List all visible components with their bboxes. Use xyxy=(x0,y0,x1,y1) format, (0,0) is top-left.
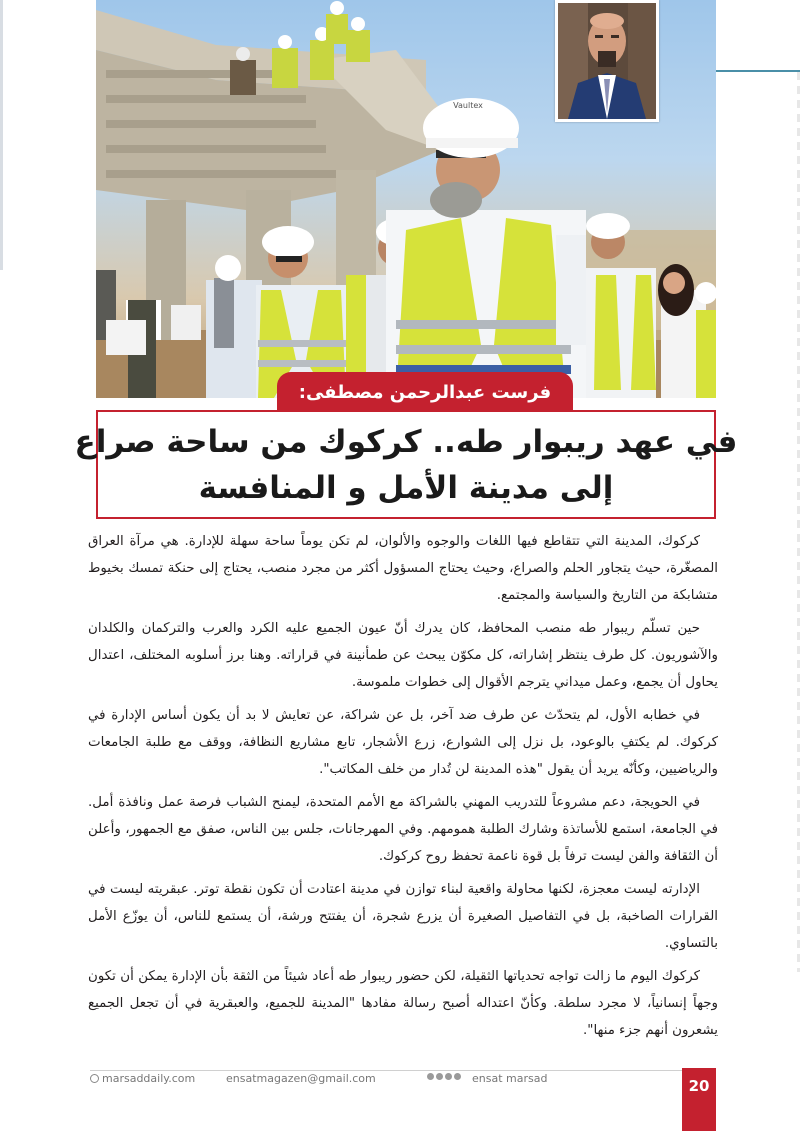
article-paragraph: كركوك، المدينة التي تتقاطع فيها اللغات والوجوه والألوان، لم تكن يوماً ساحة سهلة للإدارة. هي مرآة العراق المصغّرة، حيث يتجاور الحلم والصراع، وحيث يحتاج المسؤول أكثر من مجرد منصب، يحتاج إلى حنكة تمسك بخيوط متشابكة من التاريخ والسياسة والمجتمع. xyxy=(88,534,718,603)
author-portrait xyxy=(555,0,659,122)
footer-website[interactable] xyxy=(90,1072,195,1085)
headline-box xyxy=(74,410,738,519)
headline-line-2: إلى مدينة الأمل و المنافسة xyxy=(198,469,614,506)
article-paragraph: في الحويجة، دعم مشروعاً للتدريب المهني بالشراكة مع الأمم المتحدة، ليمنح الشباب فرصة عمل ونافذة أمل. في الجامعة، استمع للأساتذة وشارك الطلبة همومهم. وفي المهرجانات، جلس بين الناس، صفق مع الجمهور، وأعلن أن الثقافة والفن ليست ترفاً بل قوة ناعمة تحفظ روح كركوك. xyxy=(88,795,718,864)
globe-icon xyxy=(90,1074,99,1083)
article-paragraph: الإدارته ليست معجزة، لكنها محاولة واقعية لبناء توازن في مدينة اعتادت أن تكون نقطة توتر. عبقريته ليست في القرارات الصاخبة، بل في التفاصيل الصغيرة أن يزرع شجرة، أن يفتتح ورشة، أن يستمع للناس، أن يوزّع الأمل بالتساوي. xyxy=(88,882,718,951)
website-link[interactable]: marsaddaily.com xyxy=(102,1072,196,1085)
youtube-icon[interactable] xyxy=(454,1073,461,1080)
twitter-icon[interactable] xyxy=(436,1073,443,1080)
instagram-icon[interactable] xyxy=(445,1073,452,1080)
author-name-tab: فرست عبدالرحمن مصطفى: xyxy=(277,372,573,412)
social-icons xyxy=(427,1073,461,1080)
facebook-icon[interactable] xyxy=(427,1073,434,1080)
helmet-brand-text: Vaultex xyxy=(453,101,483,110)
page-number: 20 xyxy=(682,1068,716,1131)
author-portrait-photo-icon xyxy=(558,3,656,119)
article-paragraph: في خطابه الأول، لم يتحدّث عن طرف ضد آخر، بل عن شراكة، عن تعايش لا بد أن يكون أساس الإدارة في كركوك. لم يكتفِ بالوعود، بل نزل إلى الشوارع، زرع الأشجار، تابع مشاريع النظافة، ووقف مع طلبة الجامعات والرياضيين، وكأنّه يريد أن يقول "هذه المدينة لن تُدار من خلف المكاتب". xyxy=(88,708,718,777)
page-footer xyxy=(90,1072,685,1092)
social-handle: ensat marsad xyxy=(472,1072,548,1085)
article-body xyxy=(88,528,718,1050)
footer-divider xyxy=(90,1070,685,1071)
right-accent-rule xyxy=(714,70,800,72)
left-margin-rule xyxy=(0,0,3,270)
article-paragraph: كركوك اليوم ما زالت تواجه تحدياتها الثقيلة، لكن حضور ريبوار طه أعاد شيئاً من الثقة بأن الإدارة يمكن أن تكون وجهاً إنسانياً، لا مجرد سلطة. وكأنّ اعتداله أصبح رسالة مفادها "المدينة للجميع، والعبقرية في أن تجعل الجميع يشعرون أنهم جزء منها". xyxy=(88,969,718,1038)
headline-line-1: في عهد ريبوار طه.. كركوك من ساحة صراع xyxy=(74,423,738,460)
email-link[interactable]: ensatmagazen@gmail.com xyxy=(226,1072,376,1085)
article-paragraph: حين تسلّم ريبوار طه منصب المحافظ، كان يدرك أنّ عيون الجميع عليه الكرد والعرب والتركمان والكلدان والآشوريون. كل طرف ينتظر إشاراته، كل مكوّن يبحث عن طمأنينة في قراراته. وهنا برز أسلوبه المختلف، اعتدال يحاول أن يجمع، وعمل ميداني يترجم الأقوال إلى خطوات ملموسة. xyxy=(88,621,718,690)
